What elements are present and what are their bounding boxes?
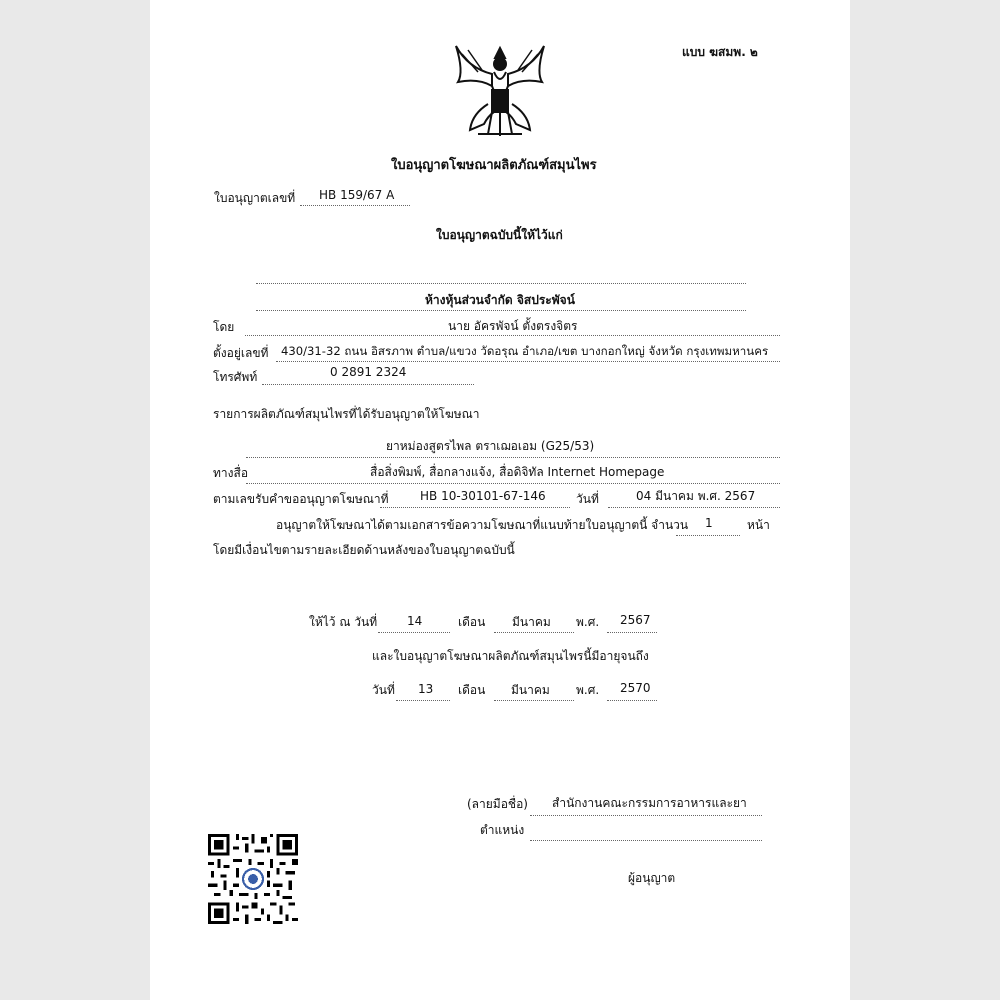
position-line	[530, 840, 762, 841]
request-date-label: วันที่	[576, 492, 599, 506]
product-line	[246, 457, 780, 458]
signature-role: ผู้อนุญาต	[628, 871, 676, 885]
pages-line	[676, 535, 740, 536]
products-heading: รายการผลิตภัณฑ์สมุนไพรที่ได้รับอนุญาตให้โฆษณา	[213, 407, 480, 421]
qr-code-icon	[208, 833, 298, 925]
phone-value: 0 2891 2324	[330, 365, 407, 379]
license-no-line	[300, 205, 410, 206]
position-label: ตำแหน่ง	[480, 823, 525, 837]
given-month: มีนาคม	[512, 615, 551, 629]
media-label: ทางสื่อ	[213, 466, 249, 480]
garuda-emblem-icon	[448, 38, 552, 142]
license-no-value: HB 159/67 A	[319, 188, 395, 202]
request-date-value: 04 มีนาคม พ.ศ. 2567	[636, 489, 756, 503]
expiry-month-line	[494, 700, 574, 701]
media-value: สื่อสิ่งพิมพ์, สื่อกลางแจ้ง, สื่อดิจิทัล Internet Homepage	[370, 465, 665, 479]
expiry-year-label: พ.ศ.	[576, 683, 600, 697]
expiry-label: วันที่	[372, 683, 395, 697]
given-month-label: เดือน	[458, 615, 486, 629]
condition-text: โดยมีเงื่อนไขตามรายละเอียดด้านหลังของใบอนุญาตฉบับนี้	[213, 543, 515, 557]
given-day: 14	[407, 614, 423, 628]
company-line	[256, 310, 746, 311]
valid-until-text: และใบอนุญาตโฆษณาผลิตภัณฑ์สมุนไพรนี้มีอายุจนถึง	[372, 649, 649, 663]
signature-line	[530, 815, 762, 816]
product-name: ยาหม่องสูตรไพล ตราเฌอเอม (G25/53)	[386, 439, 595, 453]
form-code: แบบ ฆสมพ. ๒	[682, 45, 758, 59]
signature-label: (ลายมือชื่อ)	[467, 797, 528, 811]
given-year: 2567	[620, 613, 651, 627]
company-top-line	[256, 283, 746, 284]
request-label: ตามเลขรับคำขออนุญาตโฆษณาที่	[213, 492, 389, 506]
pages-unit: หน้า	[747, 518, 770, 532]
given-day-line	[378, 632, 450, 633]
expiry-year: 2570	[620, 681, 651, 695]
issued-to-heading: ใบอนุญาตฉบับนี้ให้ไว้แก่	[436, 228, 563, 242]
pages-count: 1	[705, 516, 713, 530]
expiry-month: มีนาคม	[511, 683, 550, 697]
request-no-line	[380, 507, 570, 508]
request-date-line	[608, 507, 780, 508]
expiry-day-line	[396, 700, 450, 701]
request-value: HB 10-30101-67-146	[420, 489, 546, 503]
expiry-month-label: เดือน	[458, 683, 486, 697]
by-label: โดย	[213, 320, 235, 334]
document-title: ใบอนุญาตโฆษณาผลิตภัณฑ์สมุนไพร	[391, 158, 597, 173]
phone-label: โทรศัพท์	[213, 370, 258, 384]
by-value: นาย อัครพัจน์ ตั้งตรงจิตร	[448, 319, 578, 333]
allow-text: อนุญาตให้โฆษณาได้ตามเอกสารข้อความโฆษณาที่แนบท้ายใบอนุญาตนี้ จำนวน	[276, 518, 689, 532]
given-label: ให้ไว้ ณ วันที่	[309, 615, 378, 629]
address-line	[276, 361, 780, 362]
phone-line	[262, 384, 474, 385]
company-name: ห้างหุ้นส่วนจำกัด จิสประพัจน์	[425, 293, 575, 307]
by-line	[245, 335, 780, 336]
signature-value: สำนักงานคณะกรรมการอาหารและยา	[552, 796, 747, 810]
license-document	[150, 0, 850, 1000]
address-value: 430/31-32 ถนน อิสรภาพ ตำบล/แขวง วัดอรุณ อำเภอ/เขต บางกอกใหญ่ จังหวัด กรุงเทพมหานคร	[281, 344, 769, 358]
address-label: ตั้งอยู่เลขที่	[213, 346, 269, 360]
expiry-day: 13	[418, 682, 434, 696]
given-month-line	[494, 632, 574, 633]
license-no-label: ใบอนุญาตเลขที่	[214, 191, 296, 205]
given-year-line	[607, 632, 657, 633]
media-line	[246, 483, 780, 484]
given-year-label: พ.ศ.	[576, 615, 600, 629]
expiry-year-line	[607, 700, 657, 701]
